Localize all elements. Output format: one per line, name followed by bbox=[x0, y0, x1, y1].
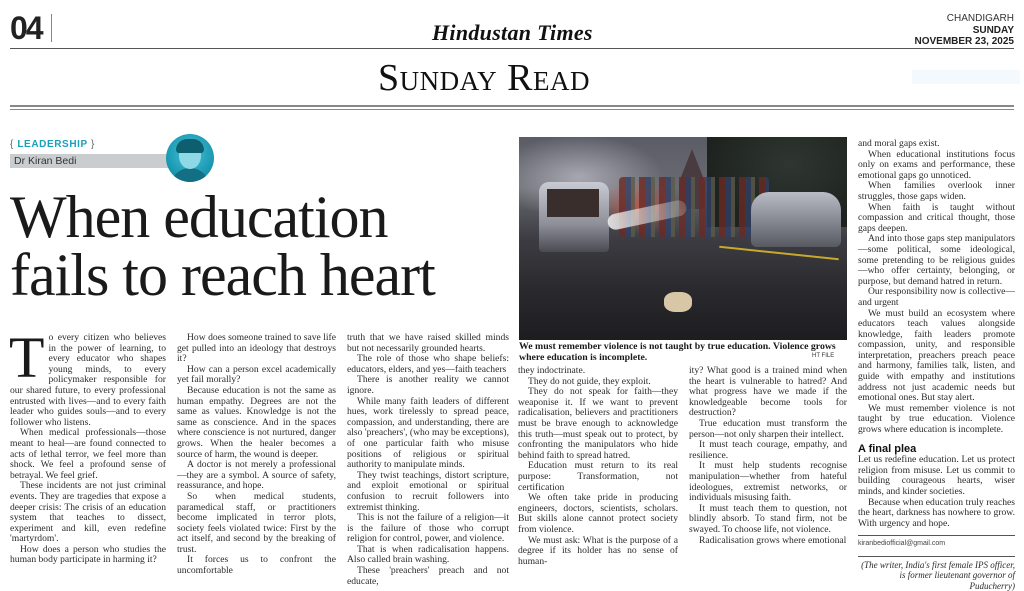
paragraph: o every citizen who believes in the power of learning, to every educator who shapes young minds, to every policymaker responsible for our shared future, to every professional entrusted with lives—and to every faith leader who guides souls—and to every follower who listens. bbox=[10, 332, 166, 428]
end-rule bbox=[858, 535, 1015, 536]
paragraph: they indoctrinate. bbox=[518, 365, 586, 376]
section-rule bbox=[10, 105, 1014, 107]
paragraph: When educational institutions focus only on exams and performance, these emotional gaps go unnoticed. bbox=[858, 148, 1015, 181]
article-column-5 bbox=[689, 366, 847, 546]
headline bbox=[10, 184, 515, 308]
edition-info bbox=[915, 13, 1015, 48]
paragraph: It must help students recognise manipulation—whether from hateful ideologues, extremist networks, or individuals misusing faith. bbox=[689, 460, 847, 504]
paragraph: That is when radicalisation happens. Also called brain washing. bbox=[347, 543, 509, 566]
paragraph: We must ask: What is the purpose of a degree if its holder has no sense of human- bbox=[518, 534, 678, 567]
paragraph: Our responsibility now is collective—and urgent bbox=[858, 286, 1015, 308]
article-photo bbox=[519, 137, 847, 340]
paragraph: We must build an ecosystem where educators teach values alongside knowledge, faith leaders promote compassion, unity, and responsible interpretation, preachers preach peace and harmony, families talk, listen, and guide with empathy and institutions address not just academic needs but emotional ones. But stay alert. bbox=[858, 307, 1015, 404]
photo-caption: We must remember violence is not taught by true education. Violence grows where education is incomplete. bbox=[519, 341, 836, 363]
headline-line-2: fails to reach heart bbox=[10, 242, 435, 308]
paragraph: A doctor is not merely a professional—they are a symbol. A source of safety, reassurance, and hope. bbox=[177, 459, 336, 492]
author-email: kiranbediofficial@gmail.com bbox=[858, 540, 946, 548]
photo-credit: HT FILE bbox=[812, 353, 835, 359]
section-title: Sunday Read bbox=[378, 57, 590, 99]
end-rule bbox=[858, 556, 1015, 557]
masthead-logo: Hindustan Times bbox=[432, 20, 593, 45]
page-number-divider bbox=[51, 14, 52, 42]
paragraph: It must teach them to question, not blindly absorb. To stand firm, not be swayed. To choose life, not violence. bbox=[689, 502, 847, 535]
article-column-2 bbox=[177, 333, 336, 577]
paragraph: When medical professionals—those meant to heal—are found connected to acts of lethal terror, we feel more than shock. We feel a profound sense of betrayal. We feel grief. bbox=[10, 427, 166, 481]
edition-city: CHANDIGARH bbox=[946, 13, 1014, 24]
header-rule bbox=[10, 48, 1014, 49]
paragraph: Education must return to its real purpose: Transformation, not certification bbox=[518, 460, 678, 493]
paragraph: These 'preachers' preach and not educate, bbox=[347, 565, 509, 587]
headline-line-1: When education bbox=[10, 184, 388, 250]
paragraph: When faith is taught without compassion and critical thought, those gaps deepen. bbox=[858, 201, 1015, 234]
paragraph: So when medical students, paramedical staff, or practitioners become implicated in terror plots, society feels violated twice: First by the act itself, and second by the breaking of trust. bbox=[177, 490, 336, 555]
paragraph: They twist teachings, distort scripture, and exploit emotional or spiritual confusion to recruit followers into extremist thinking. bbox=[347, 469, 509, 513]
paragraph: Because education is not the same as human empathy. Degrees are not the same as values. Knowledge is not the same as conscience. And in the spaces where conscience is not nurtured, danger grows. When the healer becomes a source of harm, the wound is deeper. bbox=[177, 384, 336, 460]
edition-date: NOVEMBER 23, 2025 bbox=[914, 36, 1014, 47]
paragraph: We must remember violence is not taught by true education. Violence grows where education is incomplete. bbox=[858, 402, 1015, 436]
paragraph: ity? What good is a trained mind when the heart is vulnerable to hatred? And what progress have we made if the knowledgeable become tools for destruction? bbox=[689, 365, 847, 419]
article-column-6 bbox=[858, 139, 1015, 591]
paragraph: We often take pride in producing engineers, doctors, scientists, scholars. But skills alone cannot protect society from violence. bbox=[518, 492, 678, 535]
paragraph: Because when education truly reaches the heart, darkness has nowhere to grow. With urgency and hope. bbox=[858, 496, 1015, 529]
paragraph: They do not guide, they exploit. bbox=[528, 375, 651, 387]
author-avatar bbox=[166, 134, 214, 182]
article-column-1 bbox=[9, 325, 166, 566]
paragraph: Let us redefine education. Let us protect religion from misuse. Let us commit to building courageous hearts, wiser minds, and kinder societies. bbox=[858, 454, 1015, 497]
paragraph: How does someone trained to save life get pulled into an ideology that destroys it? bbox=[177, 332, 336, 365]
paragraph: These incidents are not just criminal events. They are tragedies that expose a deeper crisis: The crisis of an education system that teaches to dissect, experiment and kill, even redefine 'martyrdom'. bbox=[10, 480, 166, 545]
paragraph: Radicalisation grows where emotional bbox=[699, 534, 847, 546]
article-column-3 bbox=[347, 333, 509, 587]
paragraph: This is not the failure of a religion—it is the failure of those who corrupt religion for control, power, and violence. bbox=[347, 512, 509, 545]
paragraph: They do not speak for faith—they weaponise it. If we want to prevent radicalisation, believers and practitioners must be brave enough to acknowledge this truth—must speak out to protect, by confronting the manipulators who hide behind faith to spread hatred. bbox=[518, 386, 678, 461]
paragraph: It forces us to confront the uncomfortable bbox=[177, 554, 336, 577]
paragraph: And into those gaps step manipulators—some political, some ideological, some pretending to be religious guides—who offer certainty, belonging, or purpose, but demand hatred in return. bbox=[858, 233, 1015, 287]
edition-day: SUNDAY bbox=[972, 24, 1014, 36]
page-number: 04 bbox=[10, 10, 42, 46]
paragraph: How can a person excel academically yet fail morally? bbox=[177, 363, 336, 386]
paragraph: While many faith leaders of different hues, work tirelessly to spread peace, compassion, and understanding, there are also 'preachers', (who may be exceptions), of one particular faith who misuse positions of religious or spiritual authority to manipulate minds. bbox=[347, 395, 509, 471]
section-rule-thin bbox=[10, 109, 1014, 110]
subhead: A final plea bbox=[858, 442, 917, 455]
paragraph: When families overlook inner struggles, those gaps widen. bbox=[858, 180, 1015, 202]
watermark bbox=[912, 70, 1020, 84]
kicker-label: { LEADERSHIP } bbox=[10, 139, 95, 150]
paragraph: True education must transform the person—not only sharpen their intellect. bbox=[689, 417, 847, 440]
writer-note: (The writer, India's first female IPS officer, is former lieutenant governor of Puducherry) bbox=[861, 559, 1015, 591]
byline: Dr Kiran Bedi bbox=[14, 155, 77, 167]
paragraph: truth that we have raised skilled minds but not necessarily grounded hearts. bbox=[347, 332, 509, 354]
paragraph: The role of those who shape beliefs: educators, elders, and yes—faith teachers bbox=[347, 353, 509, 375]
article-column-4 bbox=[518, 366, 678, 567]
paragraph: It must teach courage, empathy, and resilience. bbox=[689, 439, 847, 461]
paragraph: There is another reality we cannot ignore. bbox=[347, 374, 509, 396]
kicker-text: LEADERSHIP bbox=[17, 139, 88, 150]
drop-cap: T bbox=[9, 325, 45, 390]
paragraph: and moral gaps exist. bbox=[858, 138, 940, 149]
paragraph: How does a person who studies the human body participate in harming it? bbox=[10, 543, 166, 566]
